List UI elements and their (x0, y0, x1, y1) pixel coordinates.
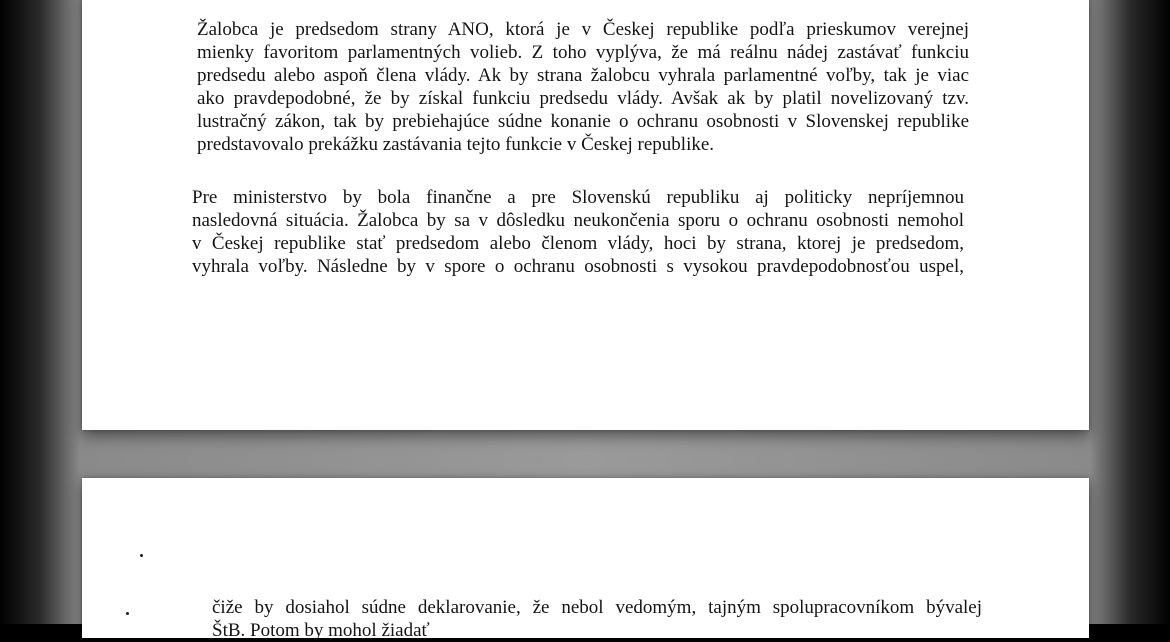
document-page-2 (82, 478, 1089, 641)
text-line: mienky favoritom parlamentných volieb. Z toho vyplýva, že má reálnu nádej zastávať funkciu (197, 42, 969, 63)
text-line: čiže by dosiahol súdne deklarovanie, že nebol vedomým, tajným spolupracovníkom bývalej (212, 597, 982, 618)
text-line: lustračný zákon, tak by prebiehajúce súdne konanie o ochranu osobnosti v Slovenskej republike (197, 111, 969, 132)
text-line: predstavovalo prekážku zastávania tejto funkcie v Českej republike. (197, 134, 715, 155)
paragraph-3 (212, 596, 982, 619)
text-line: ako pravdepodobné, že by získal funkciu predsedu vlády. Avšak ak by platil novelizovaný tzv. (197, 88, 969, 109)
text-line: predsedu alebo aspoň člena vlády. Ak by strana žalobcu vyhrala parlamentné voľby, tak je viac (197, 65, 969, 86)
paragraph-1 (197, 18, 969, 156)
text-line: Pre ministerstvo by bola finančne a pre Slovenskú republiku aj politicky nepríjemnou (192, 187, 964, 208)
scan-speck (126, 612, 129, 615)
clipped-bottom-line: ŠtB. Potom by mohol žiadať (212, 620, 430, 641)
text-line: vyhrala voľby. Následne by v spore o ochranu osobnosti s vysokou pravdepodobnosťou uspel, (192, 256, 964, 277)
text-line: v Českej republike stať predsedom alebo členom vlády, hoci by strana, ktorej je predsedom, (192, 233, 964, 254)
text-line: nasledovná situácia. Žalobca by sa v dôsledku neukončenia sporu o ochranu osobnosti nemohol (192, 210, 964, 231)
document-page-1 (82, 0, 1089, 430)
scan-speck (140, 554, 143, 557)
text-line: Žalobca je predsedom strany ANO, ktorá je v Českej republike podľa prieskumov verejnej (197, 19, 969, 40)
paragraph-2 (192, 186, 964, 278)
